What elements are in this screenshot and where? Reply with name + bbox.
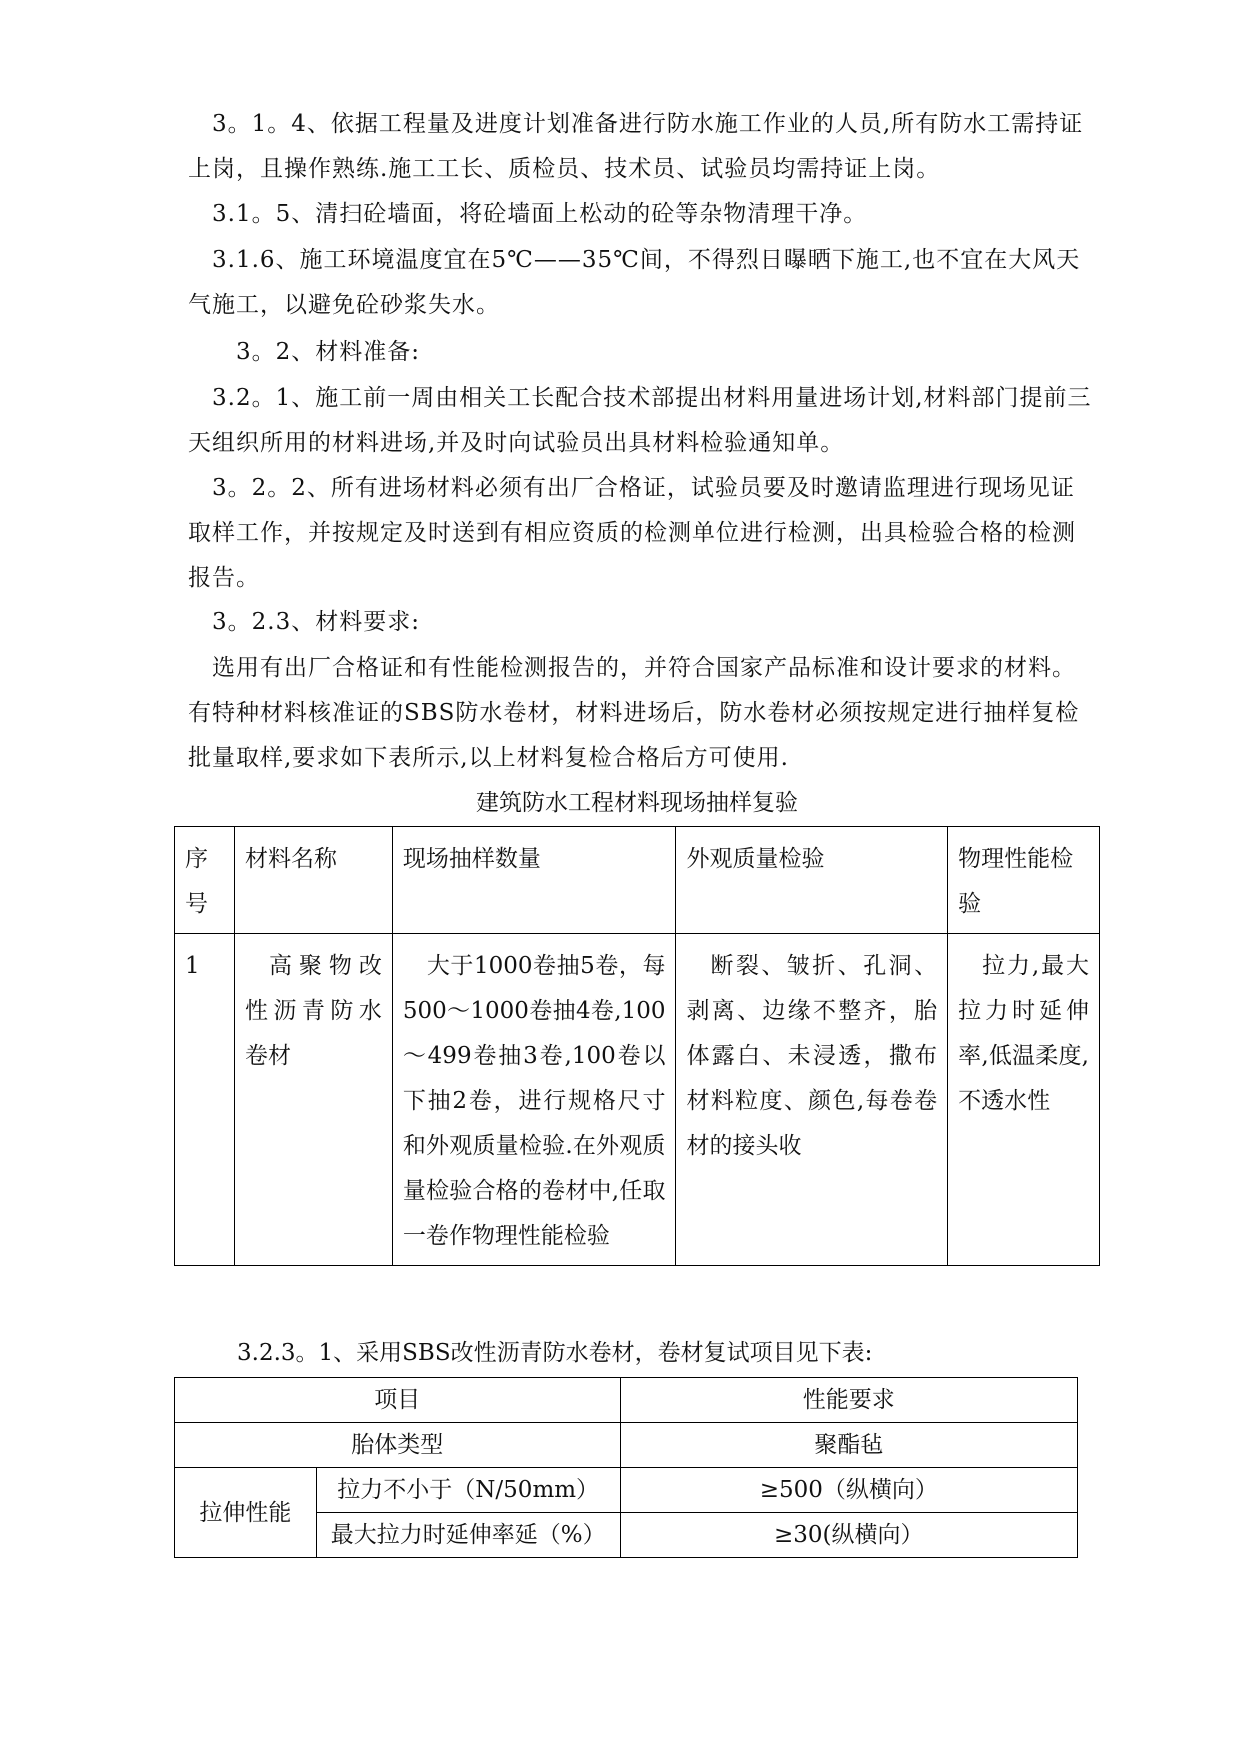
spec-base-value: 聚酯毡 [620, 1423, 1077, 1468]
paragraph-3-2-2: 3。2。2、所有进场材料必须有出厂合格证，试验员要及时邀请监理进行现场见证取样工作，并按规定及时送到有相应资质的检测单位进行检测，出具检验合格的检测报告。 [188, 475, 1076, 591]
spec-table [174, 1377, 1078, 1558]
table-header-row [175, 827, 1100, 934]
section-3-2-3-1: 3.2.3。1、采用SBS改性沥青防水卷材，卷材复试项目见下表: [237, 1340, 873, 1366]
cell-sample-quantity: 大于1000卷抽5卷，每500～1000卷抽4卷,100～499卷抽3卷,100卷以下抽2卷，进行规格尺寸和外观质量检验.在外观质量检验合格的卷材中,任取一卷作物理性能检验 [392, 934, 676, 1266]
table-row [175, 934, 1100, 1266]
spec-value-tensile-force: ≥500（纵横向） [620, 1468, 1077, 1513]
sample-table-caption: 建筑防水工程材料现场抽样复验 [476, 790, 798, 816]
spec-header-row [175, 1378, 1078, 1423]
paragraph-3-1-6: 3.1.6、施工环境温度宜在5℃——35℃间，不得烈日曝晒下施工,也不宜在大风天气施工，以避免砼砂浆失水。 [188, 247, 1081, 318]
spec-item-tensile-force: 拉力不小于（N/50mm） [316, 1468, 620, 1513]
spec-base-label: 胎体类型 [175, 1423, 621, 1468]
spec-header-requirement: 性能要求 [620, 1378, 1077, 1423]
paragraph-material-selection: 选用有出厂合格证和有性能检测报告的，并符合国家产品标准和设计要求的材料。有特种材料核准证的SBS防水卷材，材料进场后，防水卷材必须按规定进行抽样复检批量取样,要求如下表所示,以上材料复检合格后方可使用. [188, 655, 1080, 771]
spec-row-base [175, 1423, 1078, 1468]
header-appearance-check: 外观质量检验 [676, 827, 948, 934]
sample-table [174, 826, 1100, 1266]
paragraph-3-2-heading: 3。2、材料准备: [236, 339, 421, 365]
paragraph-3-1-4: 3。1。4、依据工程量及进度计划准备进行防水施工作业的人员,所有防水工需持证上岗，且操作熟练.施工工长、质检员、技术员、试验员均需持证上岗。 [188, 111, 1084, 182]
paragraph-3-1-5: 3.1。5、清扫砼墙面，将砼墙面上松动的砼等杂物清理干净。 [212, 201, 868, 227]
cell-physical-check: 拉力,最大拉力时延伸率,低温柔度,不透水性 [948, 934, 1100, 1266]
header-material-name: 材料名称 [234, 827, 392, 934]
spec-header-item: 项目 [175, 1378, 621, 1423]
header-sample-quantity: 现场抽样数量 [392, 827, 676, 934]
header-no: 序号 [175, 827, 235, 934]
cell-appearance-check: 断裂、皱折、孔洞、剥离、边缘不整齐，胎体露白、未浸透，撒布材料粒度、颜色,每卷卷材的接头收 [676, 934, 948, 1266]
spec-value-elongation: ≥30(纵横向） [620, 1513, 1077, 1558]
spec-item-elongation: 最大拉力时延伸率延（%） [316, 1513, 620, 1558]
paragraph-3-2-1: 3.2。1、施工前一周由相关工长配合技术部提出材料用量进场计划,材料部门提前三天组织所用的材料进场,并及时向试验员出具材料检验通知单。 [188, 385, 1092, 456]
paragraph-3-2-3: 3。2.3、材料要求: [212, 609, 420, 635]
cell-no: 1 [175, 934, 235, 1266]
header-physical-check: 物理性能检验 [948, 827, 1100, 934]
spec-row-tensile [175, 1468, 1078, 1513]
spec-group-label: 拉伸性能 [175, 1468, 317, 1558]
cell-material-name: 高聚物改性沥青防水卷材 [234, 934, 392, 1266]
